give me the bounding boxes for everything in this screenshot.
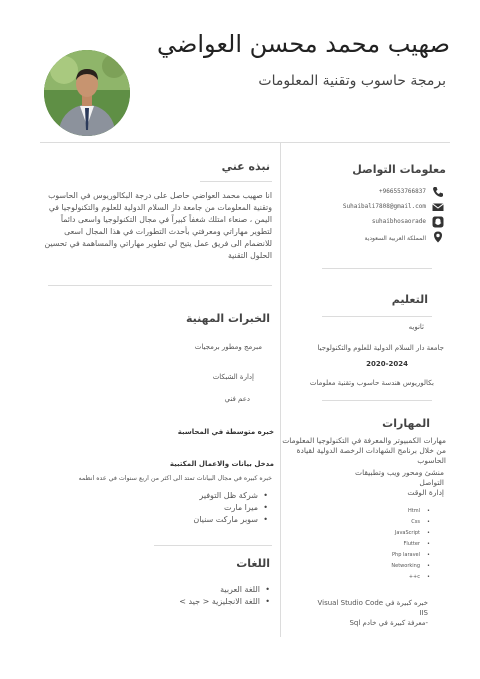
- skill-extra-vscode: خبره كبيرة في Visual Studio Code: [317, 599, 428, 607]
- education-title: التعليم: [391, 293, 428, 306]
- skills-tech-list: [391, 506, 430, 583]
- skill-tech-item: • Css: [391, 517, 430, 528]
- languages-list: [179, 584, 270, 608]
- email-icon: [432, 201, 444, 213]
- header-divider: [40, 142, 450, 143]
- skill-tech-item: • JavaScript: [391, 528, 430, 539]
- about-divider: [48, 285, 272, 286]
- location-value: المملكة العربية السعودية: [364, 235, 426, 242]
- column-divider: [280, 142, 281, 637]
- experience-data-entry-title: مدخل بيانات والاعمال المكتبية: [169, 460, 274, 468]
- skill-tech-item: • Php laravel: [391, 550, 430, 561]
- contact-email: [304, 201, 444, 215]
- about-title: نبذه عني: [221, 160, 270, 173]
- contact-location: [304, 231, 444, 245]
- skills-text: مهارات الكمبيوتر والمعرفة في التكنولوجيا المعلومات من خلال برنامج الشهادات الرخصة الدولية لقيادة الحاسوب: [282, 436, 446, 465]
- education-underline: [322, 316, 432, 317]
- social-value: suhaibhosaorade: [371, 218, 426, 225]
- education-school: ثانويه: [408, 323, 424, 331]
- candidate-name: صهيب محمد محسن العواضي: [157, 30, 450, 58]
- skills-soft-list: [274, 468, 444, 498]
- skill-soft-item: منشئ ومحور ويب وتطبيقات: [355, 468, 444, 477]
- languages-title: اللغات: [236, 557, 270, 570]
- phone-icon: [432, 186, 444, 198]
- company-item: • سوبر ماركت سنيان: [193, 514, 268, 526]
- skill-soft-item: إدارة الوقت: [407, 488, 444, 497]
- skill-extra-iis: IIS: [419, 609, 428, 617]
- skill-tech-item: • c++: [391, 572, 430, 583]
- experience-data-entry-text: خبره كبيره في مجال البيانات تمتد الى اكثر من اربع سنوات في عده انظمه: [78, 475, 272, 482]
- education-years: 2020-2024: [366, 360, 408, 368]
- profile-photo: [44, 50, 130, 136]
- snapchat-icon: [432, 216, 444, 228]
- education-university: جامعة دار السلام الدولية للعلوم والتكنولوجيا: [317, 344, 444, 352]
- experience-accounting: خبره متوسطة في المحاسبة: [177, 428, 274, 436]
- education-degree: بكالوريوس هندسة حاسوب وتقنية معلومات: [309, 379, 434, 387]
- skill-soft-item: التواصل: [419, 478, 444, 487]
- education-divider: [322, 400, 432, 401]
- skill-extra-sql: -معرفة كبيرة في خادم Sql: [349, 619, 428, 627]
- email-value: Suhaibali7808@gmail.com: [342, 203, 426, 210]
- about-text: انا صهيب محمد العواضي حاصل على درجة البكالوريوس في الحاسوب وتقنية المعلومات من جامعة دار السلام الدولية للعلوم والتكنولوجيا في اليمن ، صنعاء امتلك شغفاً كبيراً في مجال التكنولوجيا واسعى دائماً لتطوير مهاراتي ومعرفتي بأحدث التطورات في هذا المجال اسعى للانضمام الى فريق عمل يتيح لي تطوير مهاراتي والمساهمة في تحسين الحلول التقنية: [44, 191, 272, 260]
- job-title: برمجة حاسوب وتقنية المعلومات: [258, 73, 446, 89]
- experience-companies-list: [193, 490, 268, 526]
- contact-phone: [304, 186, 444, 200]
- language-item: • اللغة العربية: [179, 584, 270, 596]
- language-item: • اللغة الانجليزية < جيد >: [179, 596, 270, 608]
- location-pin-icon: [432, 231, 444, 243]
- experience-title: الخبرات المهنية: [185, 312, 270, 325]
- person-portrait-icon: [44, 50, 130, 136]
- experience-item: إدارة الشبكات: [212, 373, 254, 381]
- experience-item: دعم فني: [224, 395, 250, 403]
- contact-social: [304, 216, 444, 230]
- experience-item: مبرمج ومطور برمجيات: [194, 343, 262, 351]
- experience-divider: [154, 545, 272, 546]
- company-item: • ميرا مارت: [193, 502, 268, 514]
- skill-tech-item: • Networking: [391, 561, 430, 572]
- contact-divider: [322, 268, 432, 269]
- company-item: • شركة ظل التوفير: [193, 490, 268, 502]
- skill-tech-item: • Flutter: [391, 539, 430, 550]
- skill-tech-item: • Html: [391, 506, 430, 517]
- about-underline: [200, 181, 272, 182]
- phone-value: +966553766837: [379, 188, 426, 195]
- skills-title: المهارات: [382, 417, 430, 430]
- contact-title: معلومات التواصل: [352, 163, 446, 176]
